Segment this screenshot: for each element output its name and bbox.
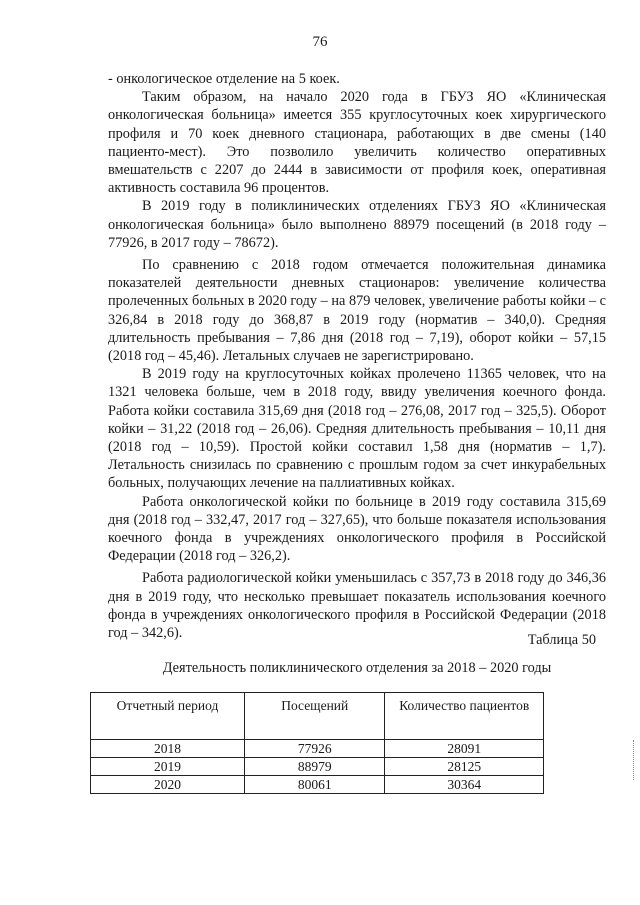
table-cell: 28091 bbox=[385, 740, 544, 758]
paragraph: Работа радиологической койки уменьшилась с 357,73 в 2018 году до 346,36 дня в 2019 году, что несколько превышает показатель использования коечного фонда в учреждениях онкологического профиля в Российской Федерации (2018 год – 342,6). bbox=[108, 570, 606, 642]
paragraph: - онкологическое отделение на 5 коек. bbox=[108, 71, 340, 87]
polyclinic-activity-table bbox=[90, 692, 544, 794]
table-row bbox=[91, 776, 544, 794]
paragraph: По сравнению с 2018 годом отмечается положительная динамика показателей деятельности дневных стационаров: увеличение количества пролеченных больных в 2020 году – на 879 человек, увеличение работы койки – с 326,84 в 2018 году до 368,87 в 2019 году (норматив – 340,0). Средняя длительность пребывания – 7,86 дня (2018 год – 7,19), оборот койки – 57,15 (2018 год – 45,46). Летальных случаев не зарегистрировано. bbox=[108, 257, 607, 365]
table-row bbox=[91, 740, 544, 758]
paragraph: В 2019 году в поликлинических отделениях ГБУЗ ЯО «Клиническая онкологическая больница» было выполнено 88979 посещений (в 2018 году – 77926, в 2017 году – 78672). bbox=[108, 198, 606, 251]
column-header-patients: Количество пациентов bbox=[385, 693, 544, 740]
column-header-period: Отчетный период bbox=[91, 693, 245, 740]
paragraph: Таким образом, на начало 2020 года в ГБУЗ ЯО «Клиническая онкологическая больница» имеется 355 круглосуточных коек хирургического профиля и 70 коек дневного стационара, работающих в две смены (140 пациенто-мест). Это позволило увеличить количество оперативных вмешательств с 2207 до 2444 в зависимости от профиля коек, оперативная активность составила 96 процентов. bbox=[108, 89, 606, 197]
table-cell: 88979 bbox=[245, 758, 385, 776]
table-cell: 80061 bbox=[245, 776, 385, 794]
table-row bbox=[91, 758, 544, 776]
table-title: Деятельность поликлинического отделения за 2018 – 2020 годы bbox=[162, 660, 552, 676]
table-cell: 2020 bbox=[91, 776, 245, 794]
paragraph: В 2019 году на круглосуточных койках пролечено 11365 человек, что на 1321 человека больше, чем в 2018 году, ввиду увеличения коечного фонда. Работа койки составила 315,69 дня (2018 год – 276,08, 2017 год – 325,5). Оборот койки – 31,22 (2018 год – 26,06). Средняя длительность пребывания – 10,11 дня (2018 год – 10,59). Простой койки составил 1,58 дня (норматив – 1,7). Летальность снизилась по сравнению с прошлым годом за счет инкурабельных больных, получающих лечение на паллиативных койках. bbox=[108, 366, 606, 492]
table-cell: 30364 bbox=[385, 776, 544, 794]
page-number: 76 bbox=[312, 34, 328, 50]
document-body bbox=[108, 70, 606, 642]
table-cell: 28125 bbox=[385, 758, 544, 776]
scan-edge-mark bbox=[631, 740, 634, 780]
table-header-row bbox=[91, 693, 544, 740]
paragraph: Работа онкологической койки по больнице в 2019 году составила 315,69 дня (2018 год – 332,47, 2017 год – 327,65), что больше показателя использования коечного фонда в учреждениях онкологического профиля в Российской Федерации (2018 год – 326,2). bbox=[108, 493, 606, 565]
column-header-visits: Посещений bbox=[245, 693, 385, 740]
table-cell: 2018 bbox=[91, 740, 245, 758]
table-label: Таблица 50 bbox=[527, 632, 596, 648]
table-cell: 77926 bbox=[245, 740, 385, 758]
table-cell: 2019 bbox=[91, 758, 245, 776]
